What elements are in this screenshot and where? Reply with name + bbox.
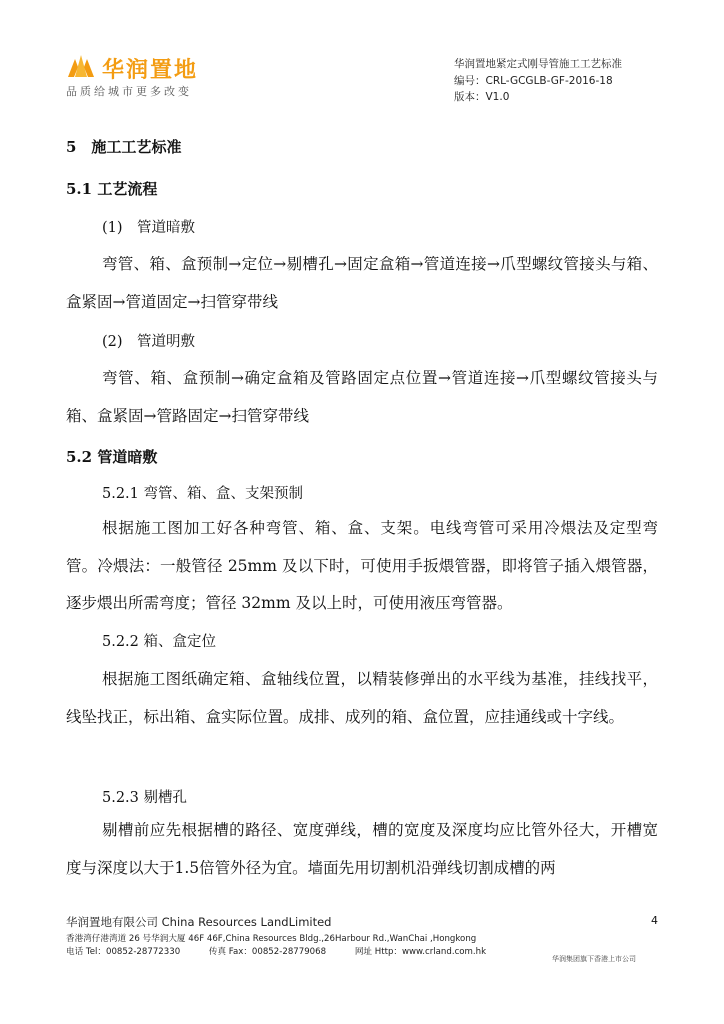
section-5-2-3-text: 剔槽前应先根据槽的路径、宽度弹线，槽的宽度及深度均应比管外径大，开槽宽度与深度以大于1.5倍管外径为宜。墙面先用切割机沿弹线切割成槽的两 <box>66 821 658 877</box>
page-footer <box>66 914 666 957</box>
logo-slogan: 品质给城市更多改变 <box>66 85 192 98</box>
section-5-2-1-title: 5.2.1 弯管、箱、盒、支架预制 <box>102 486 304 502</box>
section-5-2-title: 5.2 管道暗敷 <box>66 448 158 466</box>
section-5-1-title: 5.1 工艺流程 <box>66 180 158 198</box>
section-5-2-3-title: 5.2.3 剔槽孔 <box>102 790 188 806</box>
document-meta <box>454 56 622 106</box>
footer-phone: 电话 Tel：00852-28772330 <box>66 947 181 957</box>
section-5-1-2-title: (2) 管道明敷 <box>102 334 196 350</box>
section-5-1-2-text: 弯管、箱、盒预制→确定盒箱及管路固定点位置→管道连接→爪型螺纹管接头与箱、盒紧固→管路固定→扫管穿带线 <box>66 369 658 425</box>
section-5-2-2-title: 5.2.2 箱、盒定位 <box>102 634 217 650</box>
section-title: 5 施工工艺标准 <box>66 138 182 156</box>
document-version: 版本：V1.0 <box>454 91 510 103</box>
section-5-1-1-text: 弯管、箱、盒预制→定位→剔槽孔→固定盒箱→管道连接→爪型螺纹管接头与箱、盒紧固→管道固定→扫管穿带线 <box>66 255 658 311</box>
footer-website: 网址 Http：www.crland.com.hk <box>354 947 487 957</box>
document-title: 华润置地紧定式刚导管施工工艺标准 <box>454 58 622 70</box>
footer-company: 华润置地有限公司 China Resources LandLimited <box>66 915 332 929</box>
section-5-1-1-title: (1) 管道暗敷 <box>102 220 196 236</box>
footer-fax: 传真 Fax：00852-28779068 <box>208 947 327 957</box>
footer-address: 香港湾仔港湾道 26 号华润大厦 46F 46F,China Resources Bldg.,26Harbour Rd.,WanChai ,Hongkong <box>66 934 477 944</box>
page-number: 4 <box>651 914 658 927</box>
section-5-2-1-text: 根据施工图加工好各种弯管、箱、盒、支架。电线弯管可采用冷煨法及定型弯管。冷煨法：一般管径 25mm 及以下时，可使用手扳煨管器，即将管子插入煨管器，逐步煨出所需弯度；管径 32mm 及以上时，可使用液压弯管器。 <box>66 519 658 612</box>
document-number: 编号：CRL-GCGLB-GF-2016-18 <box>454 74 613 87</box>
logo-mark-icon <box>66 53 96 79</box>
section-5-2-2-text: 根据施工图纸确定箱、盒轴线位置，以精装修弹出的水平线为基准，挂线找平，线坠找正，标出箱、盒实际位置。成排、成列的箱、盒位置，应挂通线或十字线。 <box>66 670 658 726</box>
footer-note: 华润集团旗下香港上市公司 <box>552 955 636 963</box>
logo-text: 华润置地 <box>102 58 199 83</box>
